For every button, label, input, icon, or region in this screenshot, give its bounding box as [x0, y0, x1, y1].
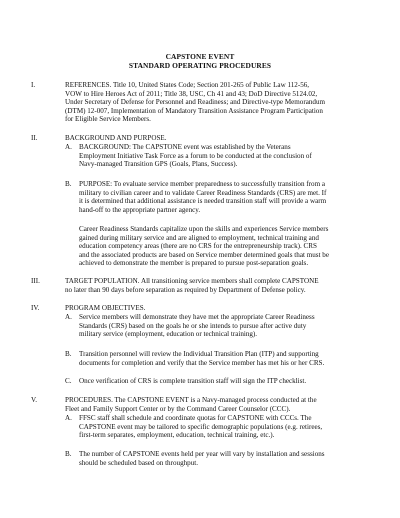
- section-heading: PROGRAM OBJECTIVES.: [65, 304, 146, 312]
- item-letter: B.: [65, 350, 72, 358]
- text-line: BACKGROUND: The CAPSTONE event was established by the Veterans: [79, 143, 291, 151]
- text-line: Navy-managed Transition GPS (Goals, Plans, Success).: [79, 160, 238, 169]
- item-letter: A.: [65, 143, 72, 151]
- text-line: gained during military service and are aligned to employment, technical training and: [79, 233, 319, 242]
- text-line: PROCEDURES. The CAPSTONE EVENT is a Navy-managed process conducted at the: [65, 396, 317, 404]
- objective-item: [79, 350, 384, 367]
- item-letter: A.: [65, 313, 72, 321]
- text-line: Career Readiness Standards capitalize upon the skills and experiences Service members: [79, 225, 329, 233]
- item-background: [79, 143, 384, 169]
- text-line: first-term separates, employment, education, technical training, etc.).: [79, 431, 275, 440]
- text-line: TARGET POPULATION. All transitioning service members shall complete CAPSTONE: [65, 277, 319, 285]
- text-line: education competency areas (there are no CRS for the entrepreneurship track). CRS: [79, 242, 317, 251]
- text-line: and the associated products are based on Service member determined goals that must be: [79, 250, 329, 259]
- text-line: REFERENCES. Title 10, United States Code; Section 201-265 of Public Law 112-56,: [65, 81, 310, 89]
- item-letter: C.: [65, 377, 72, 385]
- text-line: Standards (CRS) based on the goals he or she intends to pursue after active duty: [79, 321, 307, 330]
- section-text: [65, 277, 385, 294]
- text-line: achieved to demonstrate the member is prepared to pursue post-separation goals.: [79, 259, 309, 268]
- section-number: II.: [31, 134, 38, 142]
- section-text: [65, 396, 385, 413]
- document-title: CAPSTONE EVENT: [165, 52, 235, 61]
- text-line: (DTM) 12-007, Implementation of Mandatory Transition Assistance Program Participation: [65, 106, 323, 115]
- objective-item: [79, 313, 384, 339]
- text-line: it is determined that additional assistance is needed transition staff will provide a warm: [79, 197, 327, 206]
- text-line: documents for completion and verify that the Service member has met his or her CRS.: [79, 358, 325, 367]
- item-letter: B.: [65, 450, 72, 458]
- text-line: Transition personnel will review the Individual Transition Plan (ITP) and supporting: [79, 350, 319, 358]
- section-number: V.: [31, 396, 37, 404]
- text-line: should be scheduled based on throughput.: [79, 458, 198, 467]
- text-line: Service members will demonstrate they have met the appropriate Career Readiness: [79, 313, 315, 321]
- section-text: [65, 81, 385, 124]
- text-line: The number of CAPSTONE events held per year will vary by installation and sessions: [79, 450, 325, 458]
- text-line: CAPSTONE event may be tailored to specific demographic populations (e.g. retirees,: [79, 422, 323, 431]
- item-purpose: [79, 180, 384, 214]
- objective-item: [79, 377, 384, 386]
- text-line: VOW to Hire Heroes Act of 2011; Title 38, USC, Ch 41 and 43; DoD Directive 5124.02,: [65, 89, 318, 98]
- text-line: military to civilian career and to validate Career Readiness Standards (CRS) are met. If: [79, 188, 327, 197]
- text-line: Once verification of CRS is complete transition staff will sign the ITP checklist.: [79, 377, 307, 385]
- text-line: Fleet and Family Support Center or by the Command Career Counselor (CCC).: [65, 404, 291, 413]
- procedure-item: [79, 414, 384, 440]
- text-line: Under Secretary of Defense for Personnel and Readiness; and Directive-type Memorandum: [65, 98, 326, 107]
- text-line: military service (employment, education or technical training).: [79, 330, 258, 339]
- section-number: IV.: [31, 304, 40, 312]
- text-line: for Eligible Service Members.: [65, 115, 151, 124]
- section-number: III.: [31, 277, 40, 285]
- text-line: hand-off to the appropriate partner agency.: [79, 205, 201, 214]
- section-number: I.: [31, 81, 36, 89]
- crs-paragraph: [79, 225, 384, 268]
- text-line: Employment Initiative Task Force as a forum to be conducted at the conclusion of: [79, 151, 312, 160]
- document-subtitle: STANDARD OPERATING PROCEDURES: [128, 61, 272, 70]
- text-line: no later than 90 days before separation as required by Department of Defense policy.: [65, 285, 306, 294]
- text-line: FFSC staff shall schedule and coordinate quotas for CAPSTONE with CCCs. The: [79, 414, 312, 422]
- item-letter: B.: [65, 180, 72, 188]
- section-heading: BACKGROUND AND PURPOSE.: [65, 134, 167, 142]
- procedure-item: [79, 450, 384, 467]
- item-letter: A.: [65, 414, 72, 422]
- text-line: PURPOSE: To evaluate service member preparedness to successfully transition from a: [79, 180, 326, 188]
